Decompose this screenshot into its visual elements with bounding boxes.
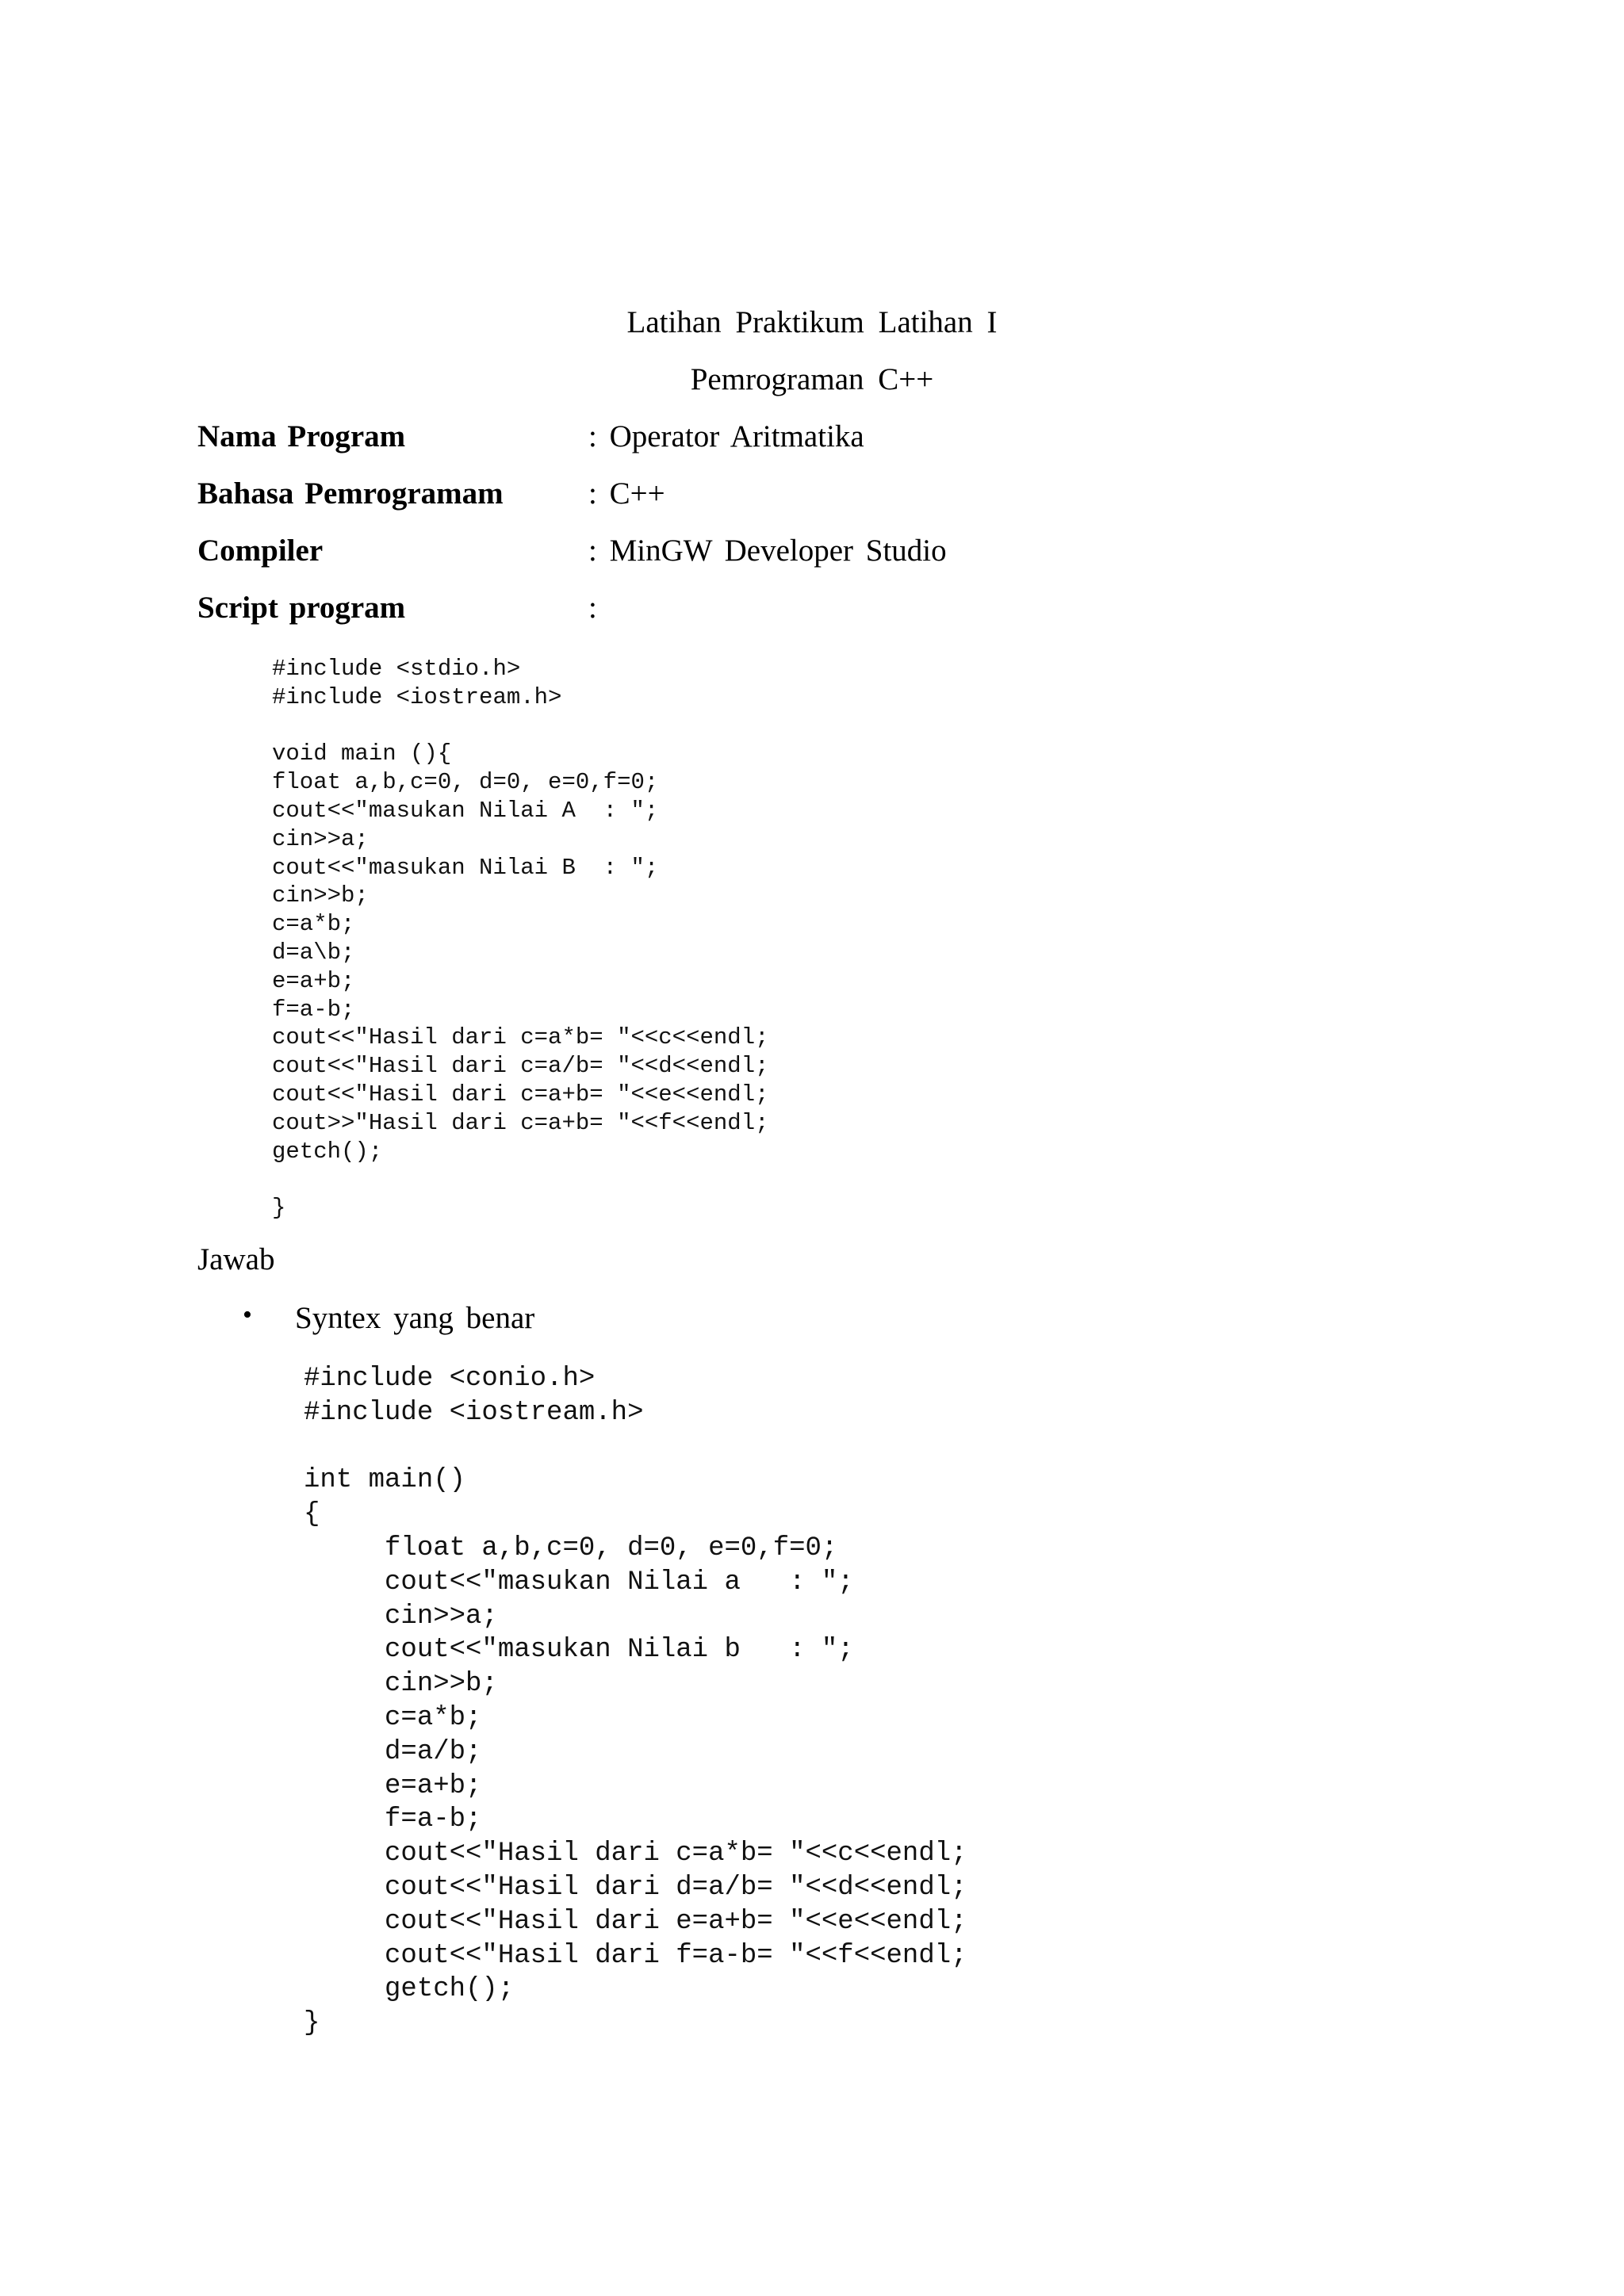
fixed-code-line: f=a-b; [304,1804,482,1835]
original-code-line: getch(); [272,1138,383,1165]
fixed-code-line: } [304,2008,320,2039]
original-code-line: #include <iostream.h> [272,683,562,710]
fixed-code-block [304,1362,967,2041]
original-code-line: cout<<"Hasil dari c=a*b= "<<c<<endl; [272,1024,769,1051]
fixed-code-line: getch(); [304,1974,515,2005]
document-title: Latihan Praktikum Latihan I [626,305,998,339]
fixed-code-line: cin>>a; [304,1601,498,1632]
meta-value-program-name: : Operator Aritmatika [588,419,864,453]
meta-label-language: Bahasa Pemrogramam [197,476,504,511]
fixed-code-line: cout<<"masukan Nilai b : "; [304,1635,854,1666]
original-code-line: cout<<"masukan Nilai B : "; [272,854,659,881]
fixed-code-line: float a,b,c=0, d=0, e=0,f=0; [304,1533,838,1563]
fixed-code-line: e=a+b; [304,1770,482,1801]
original-code-line: cout<<"Hasil dari c=a/b= "<<d<<endl; [272,1053,769,1080]
original-code-block [272,655,769,1223]
meta-label-compiler: Compiler [197,534,324,568]
original-code-line: cout<<"masukan Nilai A : "; [272,797,659,824]
original-code-line: e=a+b; [272,967,355,994]
fixed-code-line: int main() [304,1465,466,1496]
answer-label: Jawab [197,1242,275,1276]
original-code-line: cout>>"Hasil dari c=a+b= "<<f<<endl; [272,1109,769,1136]
document-subtitle: Pemrograman C++ [690,362,934,396]
fixed-code-line: cout<<"masukan Nilai a : "; [304,1567,854,1598]
meta-value-language: : C++ [588,476,665,511]
fixed-code-line: cout<<"Hasil dari f=a-b= "<<f<<endl; [304,1940,967,1971]
original-code-line: #include <stdio.h> [272,656,521,682]
original-code-line: cin>>a; [272,825,369,852]
original-code-line: } [272,1195,286,1222]
original-code-line [272,1165,769,1194]
meta-label-script: Script program [197,591,406,625]
fixed-code-line: d=a/b; [304,1736,482,1767]
fixed-code-line: cin>>b; [304,1669,498,1700]
original-code-line [272,712,769,740]
fixed-code-line: { [304,1499,320,1530]
original-code-line: cout<<"Hasil dari c=a+b= "<<e<<endl; [272,1081,769,1108]
meta-label-program-name: Nama Program [197,419,406,453]
fixed-code-line: cout<<"Hasil dari c=a*b= "<<c<<endl; [304,1839,967,1869]
answer-bullet-text: Syntex yang benar [295,1301,535,1335]
bullet-icon: • [243,1300,252,1330]
meta-value-compiler: : MinGW Developer Studio [588,534,947,568]
original-code-line: float a,b,c=0, d=0, e=0,f=0; [272,769,659,796]
meta-value-script: : [588,591,597,625]
fixed-code-line: cout<<"Hasil dari e=a+b= "<<e<<endl; [304,1906,967,1937]
fixed-code-line: cout<<"Hasil dari d=a/b= "<<d<<endl; [304,1872,967,1903]
original-code-line: f=a-b; [272,996,355,1023]
original-code-line: c=a*b; [272,911,355,938]
original-code-line: void main (){ [272,740,452,767]
fixed-code-line: #include <iostream.h> [304,1397,644,1428]
fixed-code-line: #include <conio.h> [304,1364,596,1394]
original-code-line: cin>>b; [272,882,369,909]
fixed-code-line: c=a*b; [304,1702,482,1733]
fixed-code-line [304,1430,967,1464]
original-code-line: d=a\b; [272,939,355,966]
